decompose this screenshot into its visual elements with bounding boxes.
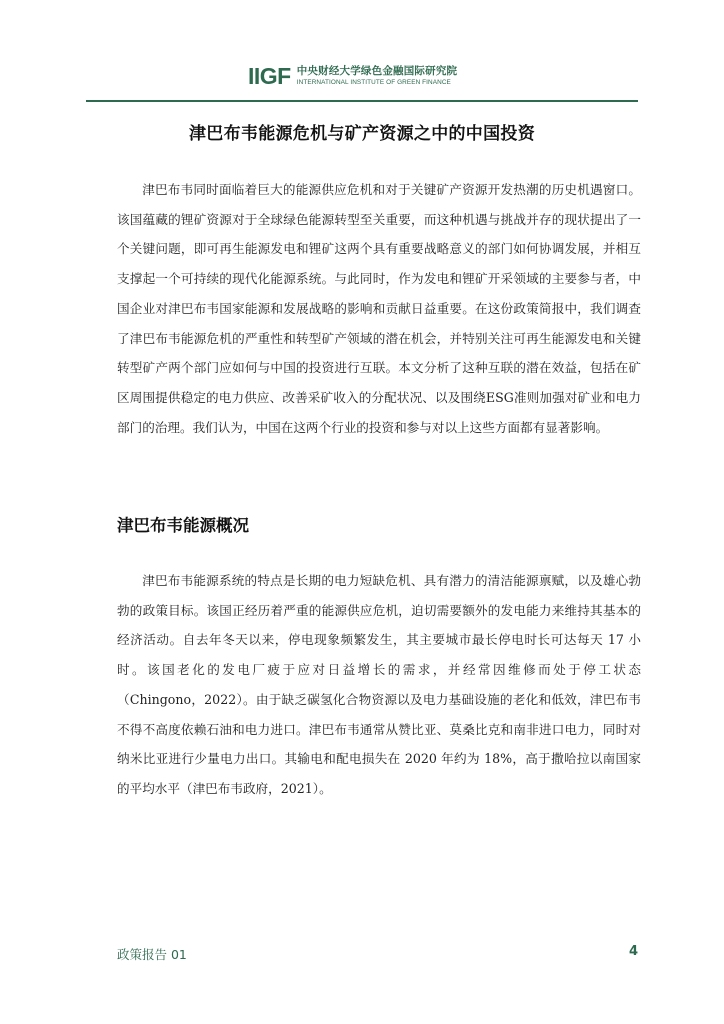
header-logo — [248, 62, 457, 90]
org-name-cn: 中央财经大学绿色金融国际研究院 — [296, 65, 458, 77]
footer-page-number: 4 — [628, 944, 638, 959]
header-divider — [86, 100, 638, 102]
document-title: 津巴布韦能源危机与矿产资源之中的中国投资 — [189, 124, 535, 144]
logo-text-block — [297, 65, 458, 87]
intro-paragraph: 津巴布韦同时面临着巨大的能源供应危机和对于关键矿产资源开发热潮的历史机遇窗口。该国蕴藏的锂矿资源对于全球绿色能源转型至关重要，而这种机遇与挑战并存的现状提出了一个关键问题，即可再生能源发电和锂矿这两个具有重要战略意义的部门如何协调发展，并相互支撑起一个可持续的现代化能源系统。与此同时，作为发电和锂矿开采领域的主要参与者，中国企业对津巴布韦国家能源和发展战略的影响和贡献日益重要。在这份政策简报中，我们调查了津巴布韦能源危机的严重性和转型矿产领域的潜在机会，并特别关注可再生能源发电和关键转型矿产两个部门应如何与中国的投资进行互联。本文分析了这种互联的潜在效益，包括在矿区周围提供稳定的电力供应、改善采矿收入的分配状况、以及围绕ESG准则加强对矿业和电力部门的治理。我们认为，中国在这两个行业的投资和参与对以上这些方面都有显著影响。 — [117, 182, 641, 435]
footer-series-label: 政策报告 01 — [117, 947, 187, 962]
section-heading: 津巴布韦能源概况 — [117, 516, 249, 535]
org-name-en: INTERNATIONAL INSTITUTE OF GREEN FINANCE — [296, 79, 451, 86]
iigf-logo-mark: IIGF — [248, 62, 291, 89]
section-paragraph: 津巴布韦能源系统的特点是长期的电力短缺危机、具有潜力的清洁能源禀赋，以及雄心勃勃的政策目标。该国正经历着严重的能源供应危机，迫切需要额外的发电能力来维持其基本的经济活动。自去年冬天以来，停电现象频繁发生，其主要城市最长停电时长可达每天 17 小时。该国老化的发电厂疲于应对日益增长的需求，并经常因维修而处于停工状态（Chingono，2022）。由于缺乏碳氢化合物资源以及电力基础设施的老化和低效，津巴布韦不得不高度依赖石油和电力进口。津巴布韦通常从赞比亚、莫桑比克和南非进口电力，同时对纳米比亚进行少量电力出口。其输电和配电损失在 2020 年约为 18%，高于撒哈拉以南国家的平均水平（津巴布韦政府，2021）。 — [117, 573, 641, 796]
